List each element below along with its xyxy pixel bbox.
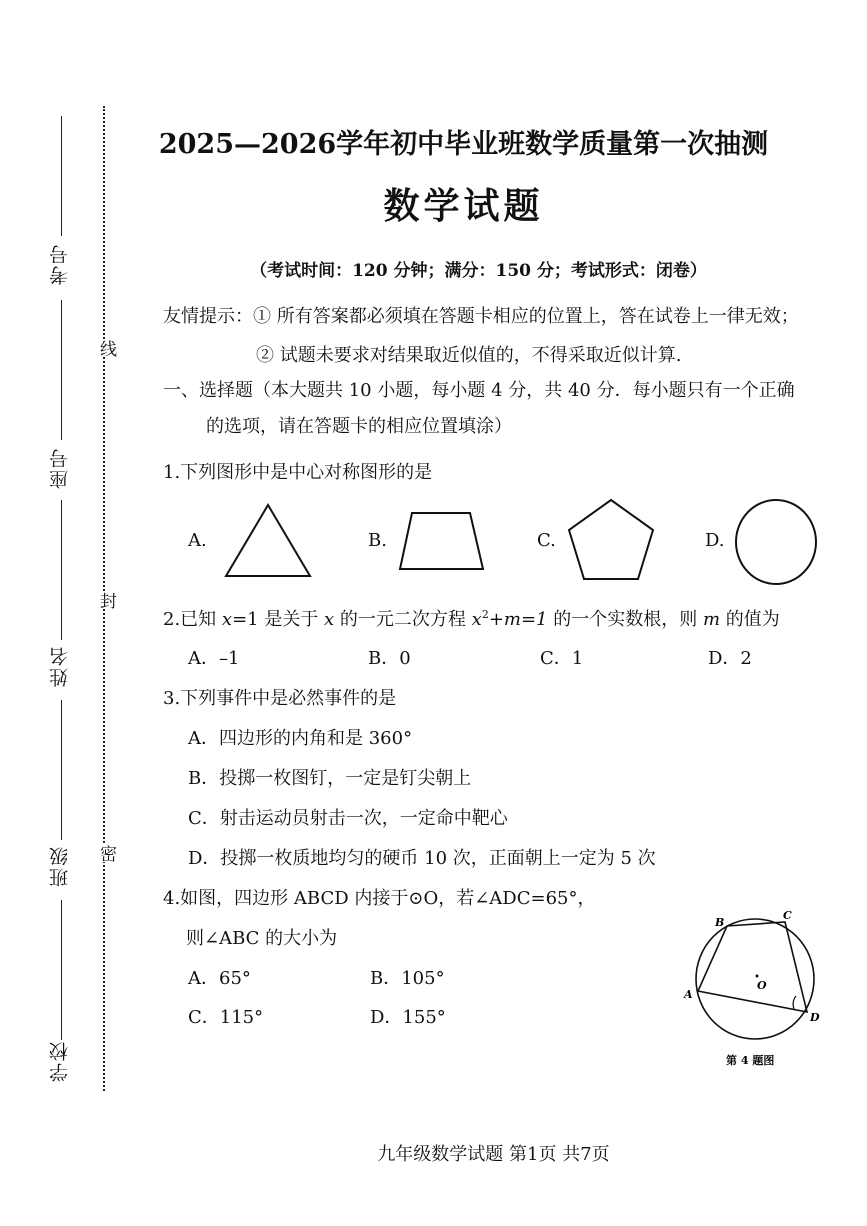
label-o: O bbox=[757, 979, 767, 992]
margin-rule bbox=[61, 500, 62, 640]
q1-option-c-label: C. bbox=[537, 530, 556, 551]
q2-text: 的值为 bbox=[720, 609, 780, 630]
tips-line-1: ① 所有答案都必须填在答题卡相应的位置上，答在试卷上一律无效； bbox=[253, 306, 799, 327]
q4-option-d: D．155° bbox=[370, 1007, 446, 1028]
tips-block bbox=[163, 302, 799, 328]
q2-text: 2.已知 bbox=[163, 609, 222, 630]
margin-label-school: 学校 bbox=[49, 1040, 71, 1082]
tips-line-2: ② 试题未要求对结果取近似值的，不得采取近似计算. bbox=[256, 345, 682, 366]
center-dot bbox=[756, 975, 759, 978]
margin-label-class: 班级 bbox=[49, 845, 71, 887]
q4-option-c: C．115° bbox=[188, 1007, 264, 1028]
q2-eq-exponent: 2 bbox=[481, 608, 489, 621]
label-d: D bbox=[810, 1011, 820, 1024]
section-heading-line-1: 一、选择题（本大题共 10 小题，每小题 4 分，共 40 分．每小题只有一个正确 bbox=[163, 380, 795, 401]
question-2-stem bbox=[163, 605, 780, 631]
q2-text: =1 是关于 bbox=[232, 609, 325, 630]
question-4-stem-line-1: 4.如图，四边形 ABCD 内接于⊙O，若∠ADC=65°， bbox=[163, 888, 596, 909]
section-heading-line-2: 的选项，请在答题卡的相应位置填涂） bbox=[206, 416, 512, 437]
triangle-icon bbox=[224, 502, 312, 578]
angle-adc-mark bbox=[793, 996, 796, 1009]
margin-rule bbox=[61, 700, 62, 840]
q1-option-a-label: A. bbox=[188, 530, 207, 551]
q2-eq-x: x bbox=[471, 609, 482, 630]
question-4-stem-line-2: 则∠ABC 的大小为 bbox=[186, 928, 338, 949]
circle-icon bbox=[734, 498, 818, 586]
trapezoid-icon bbox=[398, 510, 486, 572]
q3-option-d: D．投掷一枚质地均匀的硬币 10 次，正面朝上一定为 5 次 bbox=[188, 848, 656, 869]
question-3-stem: 3.下列事件中是必然事件的是 bbox=[163, 688, 397, 709]
q4-option-a: A．65° bbox=[188, 968, 251, 989]
q1-option-d-label: D. bbox=[705, 530, 725, 551]
q3-option-b: B．投掷一枚图钉，一定是钉尖朝上 bbox=[188, 768, 472, 789]
q2-option-c: C．1 bbox=[540, 648, 584, 669]
seal-word-seal: 封 bbox=[94, 592, 119, 609]
q3-option-c: C．射击运动员射击一次，一定命中靶心 bbox=[188, 808, 508, 829]
q2-option-b: B．0 bbox=[368, 648, 411, 669]
margin-label-name: 姓名 bbox=[49, 645, 71, 687]
q2-text: 的一元二次方程 bbox=[334, 609, 472, 630]
q2-option-a: A．–1 bbox=[188, 648, 240, 669]
q1-option-b-label: B. bbox=[368, 530, 387, 551]
q3-option-a: A．四边形的内角和是 360° bbox=[188, 728, 413, 749]
q2-var-x: x bbox=[221, 609, 233, 630]
tips-label: 友情提示： bbox=[163, 306, 253, 327]
margin-rule bbox=[61, 900, 62, 1040]
exam-subtitle: 数学试题 bbox=[383, 185, 544, 227]
label-c: C bbox=[783, 909, 792, 922]
pentagon-icon bbox=[566, 497, 656, 583]
margin-label-seat-number: 座号 bbox=[49, 447, 71, 489]
q2-var-x: x bbox=[324, 609, 335, 630]
label-a: A bbox=[684, 988, 693, 1001]
q4-figure bbox=[680, 908, 830, 1074]
seal-word-line: 线 bbox=[94, 340, 119, 357]
q4-option-b: B．105° bbox=[370, 968, 445, 989]
exam-info: （考试时间：120 分钟；满分：150 分；考试形式：闭卷） bbox=[250, 261, 707, 281]
figure-caption: 第 4 题图 bbox=[726, 1054, 775, 1067]
q2-var-m: m bbox=[702, 609, 721, 630]
margin-label-exam-number: 考号 bbox=[49, 243, 71, 285]
circle-o bbox=[696, 919, 814, 1039]
page-footer: 九年级数学试题 第1页 共7页 bbox=[377, 1144, 610, 1165]
exam-title: 2025—2026学年初中毕业班数学质量第一次抽测 bbox=[158, 129, 769, 160]
margin-rule bbox=[61, 300, 62, 440]
question-1-stem: 1.下列图形中是中心对称图形的是 bbox=[163, 462, 433, 483]
label-b: B bbox=[715, 916, 725, 929]
q2-option-d: D．2 bbox=[708, 648, 752, 669]
q2-text: 的一个实数根，则 bbox=[547, 609, 703, 630]
seal-word-secret: 密 bbox=[94, 845, 119, 862]
q2-eq-rest: +m=1 bbox=[488, 609, 548, 630]
